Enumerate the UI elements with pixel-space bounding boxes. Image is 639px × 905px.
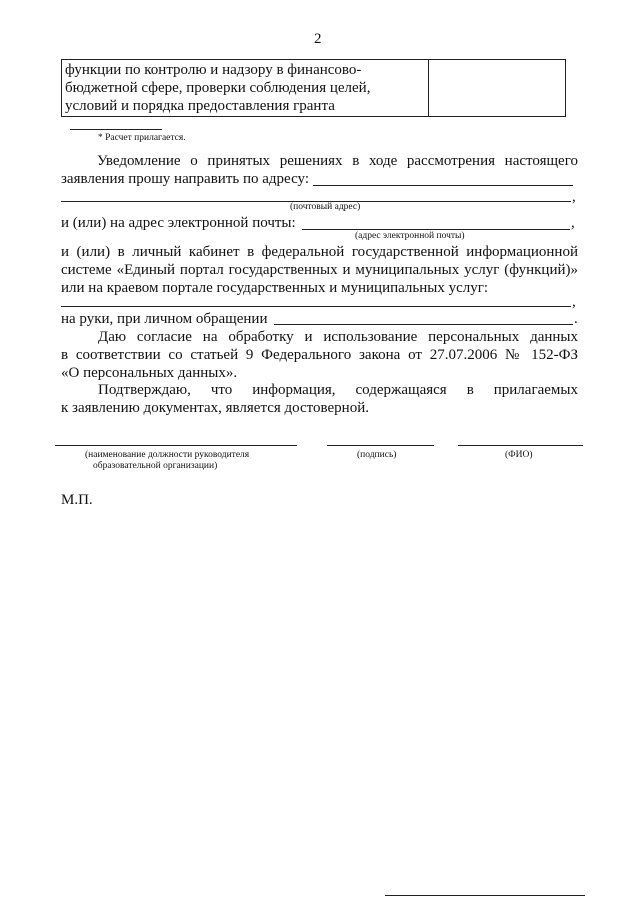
- table-cell-text: [62, 60, 429, 117]
- postal-address-field[interactable]: [313, 185, 573, 186]
- position-hint-1: (наименование должности руководителя: [85, 450, 250, 460]
- confirm-line-1: Подтверждаю, что информация, содержащаяся в прилагаемых: [98, 382, 578, 398]
- stamp-label: М.П.: [61, 492, 93, 508]
- comma: ,: [571, 215, 575, 231]
- email-hint: (адрес электронной почты): [355, 231, 465, 241]
- name-signature-line[interactable]: [458, 445, 583, 446]
- email-field[interactable]: [302, 229, 570, 230]
- cabinet-line-2: системе «Единый портал государственных и муниципальных услуг (функций)»: [61, 262, 578, 278]
- table-cell-empty: [429, 60, 566, 117]
- table-cell-line: бюджетной сфере, проверки соблюдения целей,: [65, 80, 371, 96]
- notification-line-1: Уведомление о принятых решениях в ходе рассмотрения настоящего: [97, 153, 578, 169]
- comma: ,: [572, 294, 576, 310]
- signature-line[interactable]: [327, 445, 434, 446]
- consent-line-3: «О персональных данных».: [61, 365, 238, 381]
- portal-field[interactable]: [61, 306, 571, 307]
- signature-hint: (подпись): [357, 450, 397, 460]
- name-hint: (ФИО): [505, 450, 533, 460]
- in-person-field[interactable]: [274, 324, 573, 325]
- consent-line-2: в соответствии со статьей 9 Федерального закона от 27.07.2006 № 152-ФЗ: [61, 347, 578, 363]
- footnote-separator: [70, 129, 162, 130]
- notification-line-2: заявления прошу направить по адресу:: [61, 171, 309, 187]
- bottom-rule: [385, 895, 585, 896]
- cabinet-line-1: и (или) в личный кабинет в федеральной государственной информационной: [61, 244, 578, 260]
- in-person-label: на руки, при личном обращении: [61, 311, 268, 327]
- table-cell-line: функции по контролю и надзору в финансово-: [65, 62, 362, 78]
- cabinet-line-3: или на краевом портале государственных и муниципальных услуг:: [61, 280, 489, 296]
- table-cell-line: условий и порядка предоставления гранта: [65, 98, 335, 114]
- confirm-line-2: к заявлению документах, является достоверной.: [61, 400, 369, 416]
- page-number: 2: [314, 31, 322, 47]
- footnote: * Расчет прилагается.: [98, 133, 186, 143]
- comma: ,: [572, 189, 576, 205]
- position-hint-2: образовательной организации): [93, 461, 218, 471]
- grant-table: [61, 59, 566, 117]
- position-signature-line[interactable]: [55, 445, 297, 446]
- table-row: [62, 60, 566, 117]
- period: .: [574, 311, 578, 327]
- email-label: и (или) на адрес электронной почты:: [61, 215, 296, 231]
- consent-line-1: Даю согласие на обработку и использование персональных данных: [98, 329, 578, 345]
- postal-address-hint: (почтовый адрес): [290, 202, 361, 212]
